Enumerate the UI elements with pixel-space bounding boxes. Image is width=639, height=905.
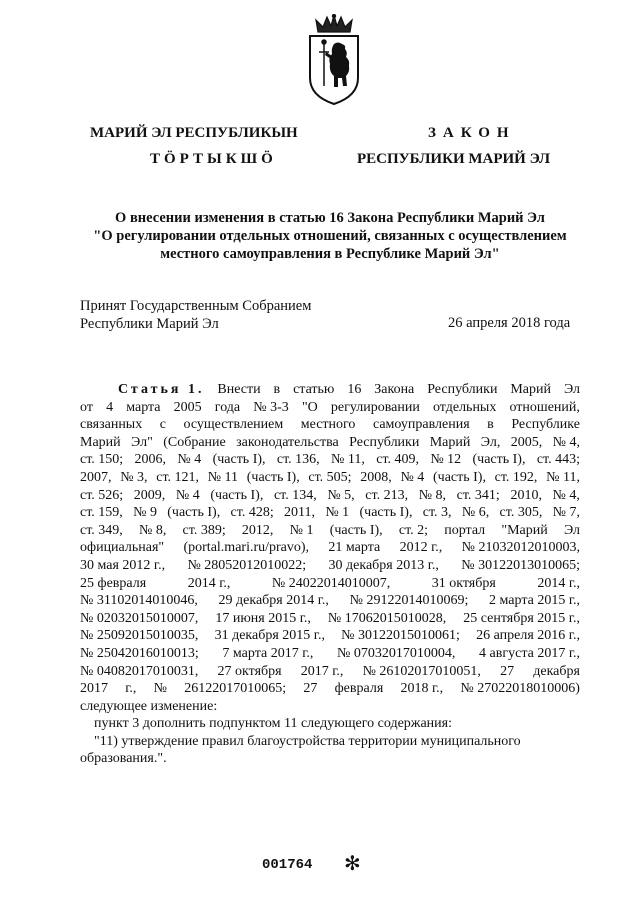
article-line bbox=[80, 575, 580, 593]
text-word: № 1 bbox=[289, 522, 314, 538]
text-word: статью bbox=[293, 382, 335, 397]
text-word: № 02032015010007, bbox=[80, 610, 199, 626]
article-line bbox=[80, 434, 580, 452]
text-word: 2011, bbox=[284, 505, 316, 521]
text-word: 31 октября bbox=[431, 575, 496, 591]
title-line: О внесении изменения в статью 16 Закона Республики Марий Эл bbox=[115, 210, 545, 226]
article-line bbox=[80, 381, 580, 399]
text-word: 27 октября bbox=[217, 663, 282, 679]
text-word: осуществлением bbox=[183, 417, 284, 433]
article-line bbox=[80, 522, 580, 540]
text-word: Закона bbox=[374, 382, 415, 397]
quote-line bbox=[80, 750, 580, 768]
article-body bbox=[80, 381, 580, 768]
adopted-line2: Республики Марий Эл bbox=[80, 316, 219, 332]
crown-icon bbox=[316, 14, 352, 32]
text-word: "О bbox=[301, 399, 318, 415]
quote-text: образования.". bbox=[80, 751, 167, 767]
text-word: № 26102017010051, bbox=[362, 663, 481, 679]
text-word: (часть I), bbox=[246, 469, 300, 485]
text-word: следующее изменение: bbox=[80, 698, 218, 714]
text-word: (часть I), bbox=[432, 469, 486, 485]
text-word: с bbox=[159, 417, 166, 433]
text-word: местного bbox=[300, 417, 356, 433]
text-word: 2009, bbox=[133, 487, 166, 503]
text-word: отношений, bbox=[509, 399, 580, 415]
text-word: года bbox=[214, 399, 241, 415]
text-word: ст. 526; bbox=[80, 487, 124, 503]
header-right-line1: ЗАКОН bbox=[428, 125, 516, 141]
article-line bbox=[80, 504, 580, 522]
text-word: 2005, bbox=[510, 434, 543, 450]
article-line bbox=[80, 698, 580, 716]
text-word: самоуправления bbox=[372, 417, 470, 433]
text-word: (часть I), bbox=[329, 522, 383, 538]
text-word: связанных bbox=[80, 417, 143, 433]
document-number: 001764 bbox=[262, 857, 313, 873]
text-word: № 3, bbox=[120, 469, 148, 485]
text-word: № 04082017010031, bbox=[80, 663, 199, 679]
text-word: ст. 134, bbox=[273, 487, 317, 503]
text-word: Эл" bbox=[131, 434, 153, 450]
text-word: в bbox=[273, 382, 281, 397]
text-word: Марий bbox=[510, 382, 552, 397]
text-word: № 9 bbox=[133, 505, 157, 521]
text-word: (часть I), bbox=[472, 452, 526, 468]
text-word: ст. 428; bbox=[230, 505, 274, 521]
text-word: ст. 150; bbox=[80, 452, 124, 468]
adoption-date: 26 апреля 2018 года bbox=[448, 315, 571, 331]
text-word: 2017 bbox=[80, 681, 108, 697]
text-word: 2005 bbox=[173, 399, 202, 415]
text-word: № 25092015010035, bbox=[80, 628, 199, 644]
text-word: № 30122015010061; bbox=[341, 628, 460, 644]
text-word: "Марий bbox=[501, 522, 548, 538]
text-word: ст. 136, bbox=[276, 452, 320, 468]
quote-text: "11) утверждение правил благоустройства территории муниципального bbox=[94, 733, 521, 749]
text-word: ст. 192, bbox=[494, 469, 538, 485]
item-text: пункт 3 дополнить подпунктом 11 следующего содержания: bbox=[94, 716, 452, 732]
text-word: 2018 г., bbox=[400, 681, 444, 697]
text-word: № 31102014010046, bbox=[80, 593, 198, 609]
text-word: № 12 bbox=[430, 452, 462, 468]
text-word: 31 декабря 2015 г., bbox=[214, 628, 325, 644]
article-line bbox=[80, 469, 580, 487]
text-word: 17 июня 2015 г., bbox=[215, 610, 311, 626]
text-word: 21 марта bbox=[328, 540, 381, 556]
quote-line bbox=[80, 733, 580, 751]
text-word: отдельных bbox=[432, 399, 497, 415]
text-word: № 29122014010069; bbox=[349, 593, 469, 609]
article-line bbox=[80, 663, 580, 681]
text-word: № 3-3 bbox=[253, 399, 289, 415]
text-word: № 1 bbox=[325, 505, 350, 521]
text-word: Республики bbox=[427, 382, 498, 397]
article-line bbox=[80, 627, 580, 645]
text-word: г., bbox=[125, 681, 137, 697]
article-line bbox=[80, 451, 580, 469]
text-word: от bbox=[80, 399, 93, 415]
article-line bbox=[80, 610, 580, 628]
text-word: (часть I), bbox=[210, 487, 264, 503]
coat-of-arms-emblem bbox=[304, 14, 364, 106]
adopted-line1: Принят Государственным Собранием bbox=[80, 298, 312, 314]
text-word: 2006, bbox=[134, 452, 167, 468]
text-word: 26122017010065; bbox=[184, 681, 287, 697]
article-line bbox=[80, 539, 580, 557]
text-word: № 28052012010022; bbox=[187, 557, 307, 573]
item-line bbox=[80, 715, 580, 733]
text-word: декабря bbox=[533, 663, 580, 679]
text-word: № bbox=[153, 681, 167, 697]
text-word: № 4 bbox=[177, 452, 202, 468]
text-word: 26 апреля 2016 г., bbox=[476, 628, 580, 644]
header-left-line2: ТӦРТЫКШӦ bbox=[150, 151, 277, 167]
text-word: (часть I), bbox=[212, 452, 266, 468]
article-line bbox=[80, 645, 580, 663]
text-word: № 07032017010004, bbox=[337, 645, 456, 661]
article-line bbox=[80, 680, 580, 698]
text-word: ст. 3, bbox=[422, 505, 452, 521]
text-word: 2008, bbox=[360, 469, 392, 485]
text-word: ст. 305, bbox=[499, 505, 543, 521]
article-line bbox=[80, 557, 580, 575]
text-word: № 11 bbox=[207, 469, 239, 485]
text-word: 27 bbox=[500, 663, 515, 679]
text-word: 25 февраля bbox=[80, 575, 147, 591]
text-word: 2014 г., bbox=[537, 575, 580, 591]
text-word: февраля bbox=[334, 681, 384, 697]
text-word: 2012, bbox=[241, 522, 274, 538]
text-word: 4 bbox=[106, 399, 114, 415]
text-word: портал bbox=[444, 522, 486, 538]
adopted-block bbox=[80, 297, 311, 333]
text-word: 2010, bbox=[510, 487, 542, 503]
header-right-line2: РЕСПУБЛИКИ МАРИЙ ЭЛ bbox=[357, 151, 551, 167]
text-word: Внести bbox=[217, 382, 261, 397]
text-word: № 6, bbox=[461, 505, 490, 521]
text-word: ст. 121, bbox=[156, 469, 200, 485]
article-line bbox=[80, 416, 580, 434]
text-word: № 4 bbox=[175, 487, 200, 503]
text-word: № 4, bbox=[552, 487, 580, 503]
text-word: № 30122013010065; bbox=[461, 557, 580, 573]
text-word: Республике bbox=[511, 417, 580, 433]
header-left-line1: МАРИЙ ЭЛ РЕСПУБЛИКЫН bbox=[90, 125, 298, 141]
article-line bbox=[80, 592, 580, 610]
text-word: 2017 г., bbox=[300, 663, 344, 679]
text-word: № 25042016010013; bbox=[80, 645, 199, 661]
text-word: № 7, bbox=[552, 505, 580, 521]
article-label: Статья 1. bbox=[118, 382, 205, 397]
text-word: № 8, bbox=[418, 487, 447, 503]
text-word: № 24022014010007, bbox=[271, 575, 391, 591]
text-word: № 4 bbox=[400, 469, 425, 485]
text-word: № 8, bbox=[138, 522, 167, 538]
title-line: "О регулировании отдельных отношений, связанных с осуществлением bbox=[93, 228, 567, 244]
text-word: 2 марта 2015 г., bbox=[489, 593, 580, 609]
text-word: 29 декабря 2014 г., bbox=[218, 593, 329, 609]
text-word: законодательства bbox=[236, 434, 339, 450]
asterisk-mark-icon: ✻ bbox=[344, 853, 361, 875]
text-word: 4 августа 2017 г., bbox=[479, 645, 580, 661]
text-word: ст. 443; bbox=[536, 452, 580, 468]
text-word: ст. 159, bbox=[80, 505, 123, 521]
text-word: 25 сентября 2015 г., bbox=[463, 610, 580, 626]
text-word: 2012 г., bbox=[399, 540, 443, 556]
text-word: (часть I), bbox=[167, 505, 221, 521]
document-title bbox=[70, 209, 590, 263]
text-word: № 4, bbox=[552, 434, 580, 450]
text-word: № 21032012010003, bbox=[461, 540, 580, 556]
text-word: № 11, bbox=[331, 452, 365, 468]
text-word: 2007, bbox=[80, 469, 112, 485]
text-word: ст. 341; bbox=[456, 487, 500, 503]
text-word: ст. 2; bbox=[398, 522, 429, 538]
text-word: (portal.mari.ru/pravo), bbox=[183, 540, 310, 556]
text-word: регулировании bbox=[330, 399, 420, 415]
text-word: ст. 213, bbox=[365, 487, 409, 503]
text-word: в bbox=[487, 417, 494, 433]
title-line: местного самоуправления в Республике Марий Эл" bbox=[160, 246, 500, 262]
text-word: ст. 349, bbox=[80, 522, 123, 538]
article-line bbox=[80, 399, 580, 417]
text-word: № 5, bbox=[327, 487, 355, 503]
text-word: Эл bbox=[563, 382, 580, 397]
text-word: № 27022018010006) bbox=[460, 681, 580, 697]
text-word: № 17062015010028, bbox=[327, 610, 447, 626]
text-word: 16 bbox=[347, 382, 362, 397]
text-word: 2014 г., bbox=[187, 575, 231, 591]
text-word: № 11, bbox=[546, 469, 580, 485]
text-word: Марий bbox=[429, 434, 471, 450]
text-word: 30 декабря 2013 г., bbox=[328, 557, 439, 573]
text-word: (часть I), bbox=[359, 505, 413, 521]
text-word: Марий bbox=[80, 434, 121, 450]
text-word: марта bbox=[126, 399, 161, 415]
text-word: ст. 389; bbox=[182, 522, 226, 538]
article-line bbox=[80, 487, 580, 505]
text-word: Республики bbox=[349, 434, 420, 450]
text-word: официальная" bbox=[80, 540, 165, 556]
text-word: ст. 505; bbox=[308, 469, 352, 485]
text-word: Эл bbox=[563, 522, 580, 538]
text-word: Эл, bbox=[480, 434, 501, 450]
text-word: ст. 409, bbox=[376, 452, 419, 468]
text-word: 27 bbox=[303, 681, 318, 697]
text-word: 30 мая 2012 г., bbox=[80, 557, 166, 573]
text-word: 7 марта 2017 г., bbox=[222, 645, 314, 661]
text-word: (Собрание bbox=[163, 434, 226, 450]
